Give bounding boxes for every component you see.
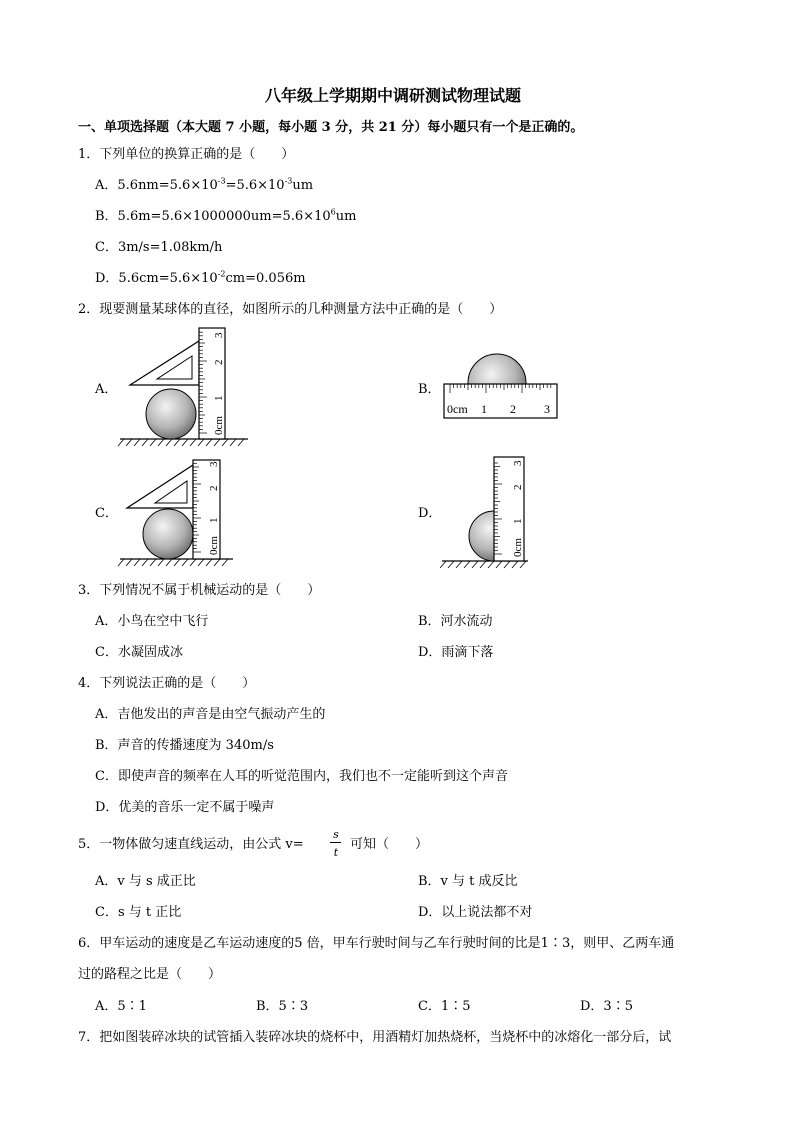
ruler-label-2: 2	[510, 402, 516, 416]
page-title: 八年级上学期期中调研测试物理试题	[265, 86, 522, 105]
ruler-label-1: 1	[512, 518, 524, 524]
fraction-denominator: t	[333, 846, 339, 859]
ruler-label-3: 3	[208, 461, 220, 467]
question-6-stem-cont: 过的路程之比是（ ）	[78, 967, 222, 982]
question-1-option-a: A．$5.6nm=5.6\times 10^{-3}=5.6\times 10^{-3}um$	[95, 176, 314, 193]
ruler-label-3: 3	[512, 460, 524, 466]
question-1-option-c: C．3m/s=1.08km/h	[95, 240, 223, 255]
question-6-option-d: D．3∶5	[580, 999, 633, 1014]
ruler-label-1: 1	[208, 517, 220, 523]
question-5-stem-end: 可知（ ）	[350, 837, 429, 852]
fraction-bar	[330, 842, 341, 843]
figure-c-diagram	[115, 455, 255, 575]
ruler-label-0cm: 0cm	[512, 538, 524, 557]
question-4-stem: 4．下列说法正确的是（ ）	[78, 676, 256, 691]
ruler-label-3: 3	[213, 332, 225, 338]
figure-a-label: A．	[95, 382, 118, 397]
question-5-stem: 5．一物体做匀速直线运动，由公式 v=	[78, 837, 304, 852]
question-4-option-c: C．即使声音的频率在人耳的听觉范围内，我们也不一定能听到这个声音	[95, 769, 508, 784]
question-5-option-a: A．v 与 s 成正比	[95, 874, 196, 889]
question-6-stem: 6．甲车运动的速度是乙车运动速度的5 倍，甲车行驶时间与乙车行驶时间的比是1∶3，则甲、乙两车通	[78, 936, 675, 951]
ruler-label-3: 3	[544, 402, 550, 416]
question-3-option-d: D．雨滴下落	[418, 645, 494, 660]
question-5-option-d: D．以上说法都不对	[418, 905, 533, 920]
fraction-numerator: s	[333, 828, 339, 841]
question-1-stem: 1．下列单位的换算正确的是（ ）	[78, 147, 295, 162]
figure-b-label: B．	[418, 382, 441, 397]
question-1-option-d: D．$5.6cm=5.6\times 10^{-2}cm=0.056m$	[95, 269, 306, 286]
ruler-label-0cm: 0cm	[447, 402, 468, 416]
figure-b-diagram	[440, 350, 562, 422]
figure-d-label: D．	[418, 506, 442, 521]
section-heading: 一、单项选择题（本大题 7 小题，每小题 3 分，共 21 分）每小题只有一个是正确的。	[78, 120, 584, 135]
question-6-option-a: A．5∶1	[95, 999, 147, 1014]
question-4-option-a: A．吉他发出的声音是由空气振动产生的	[95, 707, 326, 722]
ruler-label-0cm: 0cm	[208, 536, 220, 555]
figure-a-diagram	[115, 325, 255, 450]
ruler-label-2: 2	[208, 485, 220, 491]
ruler-label-1: 1	[213, 395, 225, 401]
question-4-option-b: B．声音的传播速度为 340m/s	[95, 738, 274, 753]
figure-c-label: C．	[95, 506, 118, 521]
question-6-option-b: B．5∶3	[256, 999, 309, 1014]
ruler-label-1: 1	[481, 402, 487, 416]
question-6-option-c: C．1∶5	[418, 999, 471, 1014]
question-7-stem: 7．把如图装碎冰块的试管插入装碎冰块的烧杯中，用酒精灯加热烧杯，当烧杯中的冰熔化一部分后，试	[78, 1030, 672, 1045]
question-3-stem: 3．下列情况不属于机械运动的是（ ）	[78, 583, 321, 598]
question-4-option-d: D．优美的音乐一定不属于噪声	[95, 800, 275, 815]
ruler-label-0cm: 0cm	[213, 416, 225, 435]
figure-d-diagram	[440, 452, 535, 572]
question-3-option-b: B．河水流动	[418, 614, 493, 629]
question-1-option-b: B．$5.6m=5.6\times 1000000um=5.6\times 10^6um$	[95, 207, 357, 224]
question-5-option-b: B．v 与 t 成反比	[418, 874, 518, 889]
ruler-label-2: 2	[213, 359, 225, 365]
question-3-option-c: C．水凝固成冰	[95, 645, 183, 660]
ruler-label-2: 2	[512, 484, 524, 490]
question-2-stem: 2．现要测量某球体的直径，如图所示的几种测量方法中正确的是（ ）	[78, 302, 503, 317]
question-5-option-c: C．s 与 t 正比	[95, 905, 182, 920]
question-3-option-a: A．小鸟在空中飞行	[95, 614, 209, 629]
